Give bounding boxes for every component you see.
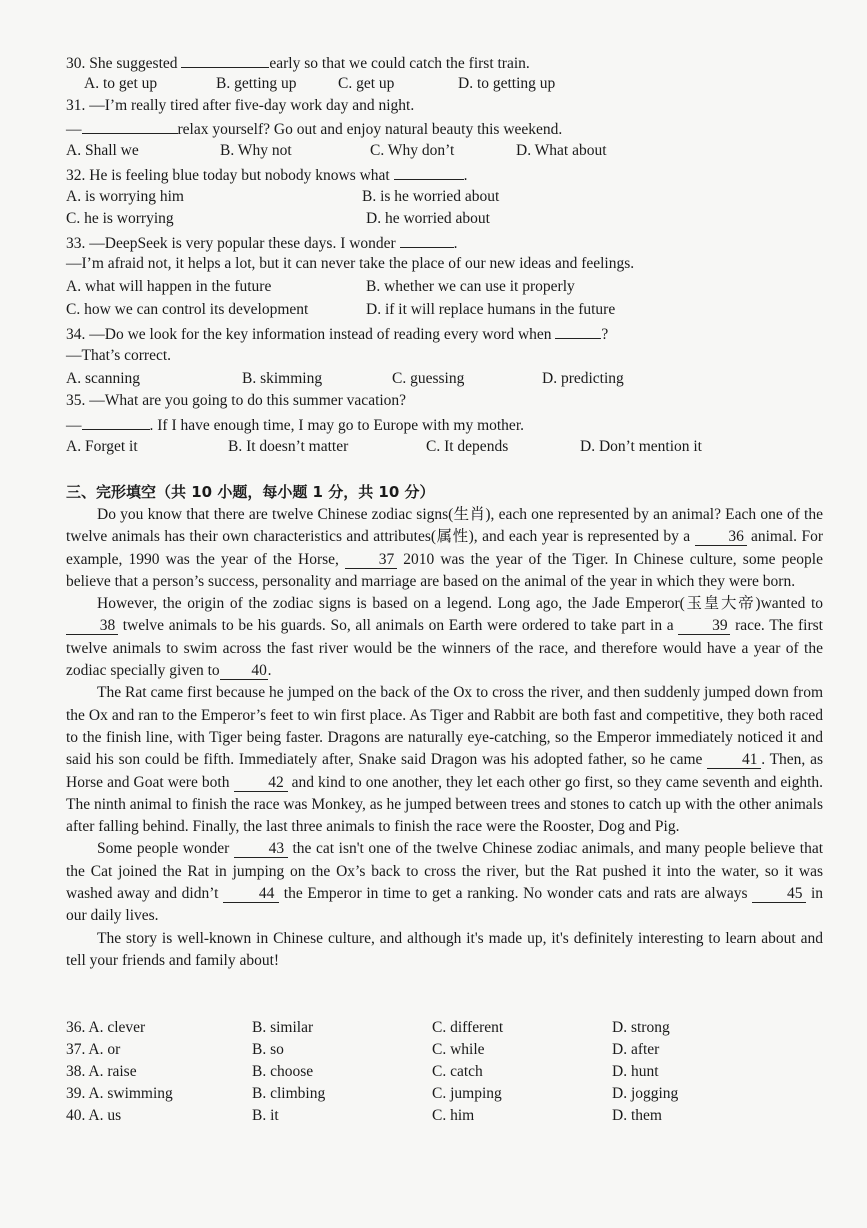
option-b: B. it <box>252 1107 279 1124</box>
option-c: C. Why don’t <box>370 142 455 159</box>
question-34-options <box>66 369 826 389</box>
option-a: 37. A. or <box>66 1041 121 1058</box>
question-35-options <box>66 437 826 457</box>
answer-blank <box>82 414 150 430</box>
blank-45: 45 <box>752 885 806 903</box>
answer-blank <box>400 232 454 248</box>
cloze-options-38 <box>66 1062 826 1082</box>
option-b: B. similar <box>252 1019 314 1036</box>
passage-paragraph-4: Some people wonder 43 the cat isn't one of the twelve Chinese zodiac animals, and many people believe that the Cat joined the Rat in jumping on the Ox’s back to cross the river, but the Rat pushed it into the water, so it was washed away and didn’t 44 the Emperor in time to get a ranking. No wonder cats and rats are always 45 in our daily lives. <box>66 840 824 925</box>
option-d: D. jogging <box>612 1085 679 1102</box>
option-c: C. get up <box>338 75 395 92</box>
question-35-stem: 35. —What are you going to do this summer vacation? <box>66 392 407 409</box>
blank-40: 40 <box>220 662 268 680</box>
option-a: 38. A. raise <box>66 1063 137 1080</box>
question-30-options <box>66 74 826 94</box>
option-c: C. how we can control its development <box>66 301 309 318</box>
option-a: 40. A. us <box>66 1107 122 1124</box>
question-33-options-row1 <box>66 277 826 297</box>
blank-38: 38 <box>66 617 118 635</box>
option-b: B. getting up <box>216 75 297 92</box>
passage-paragraph-2: However, the origin of the zodiac signs is based on a legend. Long ago, the Jade Emperor(玉皇大帝)wanted to 38 twelve animals to be his guards. So, all animals on Earth were ordered to take part in a 39 race. The first twelve animals to swim across the fast river would be the winners of the race, and therefore would have a year of the zodiac specially given to 40. <box>66 595 823 680</box>
option-c: C. he is worrying <box>66 210 174 227</box>
option-a: A. to get up <box>84 75 158 92</box>
option-d: D. Don’t mention it <box>580 438 702 455</box>
answer-blank <box>82 118 178 134</box>
option-b: B. skimming <box>242 370 323 387</box>
option-c: C. while <box>432 1041 485 1058</box>
passage-paragraph-1: Do you know that there are twelve Chinese zodiac signs(生肖), each one represented by an animal? Each one of the twelve animals has their own characteristics and attributes(属性), and each year is represented by a 36 animal. For example, 1990 was the year of the Horse, 37 2010 was the year of the Tiger. In Chinese culture, some people believe that a person’s success, personality and marriage are based on the animal of the year in which they were born. <box>66 506 823 590</box>
question-31-reply: — relax yourself? Go out and enjoy natural beauty this weekend. <box>66 118 562 140</box>
option-a: A. is worrying him <box>66 188 184 205</box>
question-32-stem: 32. He is feeling blue today but nobody knows what . <box>66 164 467 186</box>
passage-paragraph-5: The story is well-known in Chinese culture, and although it's made up, it's definitely interesting to learn about and tell your friends and family about! <box>66 929 823 969</box>
passage-paragraph-3: The Rat came first because he jumped on the back of the Ox to cross the river, and then suddenly jumped down from the Ox and ran to the Emperor’s feet to win first place. As Tiger and Rabbit are both fast and competitive, they both raced to the finish line, with Tiger being faster. Dragons are naturally eye-catching, so the Emperor immediately noticed it and said his son could be fifth. Immediately after, Snake said Dragon was his adopted father, so he came 41 . Then, as Horse and Goat were both 42 and kind to one another, they let each other go first, so they came seventh and eighth. The ninth animal to finish the race was Monkey, as he jumped between trees and stones to catch up with the other animals after falling behind. Finally, the last three animals to finish the race were the Rooster, Dog and Pig. <box>66 684 823 836</box>
section-title: 三、完形填空（共 10 小题，每小题 1 分，共 10 分） <box>66 483 435 501</box>
option-d: D. them <box>612 1107 662 1124</box>
cloze-options-40 <box>66 1106 826 1126</box>
option-d: D. predicting <box>542 370 624 387</box>
option-c: C. guessing <box>392 370 465 387</box>
question-33-reply: —I’m afraid not, it helps a lot, but it can never take the place of our new ideas and feelings. <box>66 255 635 272</box>
option-c: C. different <box>432 1019 504 1036</box>
cloze-options-37 <box>66 1040 826 1060</box>
option-b: B. so <box>252 1041 284 1058</box>
cloze-options-36 <box>66 1018 826 1038</box>
option-a: 36. A. clever <box>66 1019 146 1036</box>
option-b: B. It doesn’t matter <box>228 438 349 455</box>
option-d: D. after <box>612 1041 660 1058</box>
option-a: A. Shall we <box>66 142 139 159</box>
blank-36: 36 <box>695 528 747 546</box>
blank-43: 43 <box>234 840 288 858</box>
option-a: A. scanning <box>66 370 141 387</box>
option-b: B. climbing <box>252 1085 326 1102</box>
question-31-stem: 31. —I’m really tired after five-day work day and night. <box>66 97 415 114</box>
option-d: D. strong <box>612 1019 670 1036</box>
blank-39: 39 <box>678 617 730 635</box>
option-d: D. hunt <box>612 1063 659 1080</box>
option-c: C. catch <box>432 1063 483 1080</box>
option-d: D. he worried about <box>366 210 490 227</box>
blank-42: 42 <box>234 774 288 792</box>
question-33-options-row2 <box>66 300 826 320</box>
option-b: B. whether we can use it properly <box>366 278 575 295</box>
question-32-options-row2 <box>66 209 826 229</box>
question-35-reply: — . If I have enough time, I may go to Europe with my mother. <box>66 414 524 436</box>
cloze-options-39 <box>66 1084 826 1104</box>
option-d: D. if it will replace humans in the future <box>366 301 616 318</box>
question-30-stem: 30. She suggested early so that we could catch the first train. <box>66 52 530 74</box>
option-d: D. to getting up <box>458 75 556 92</box>
option-a: 39. A. swimming <box>66 1085 173 1102</box>
question-33-stem: 33. —DeepSeek is very popular these days. I wonder . <box>66 232 457 254</box>
option-d: D. What about <box>516 142 607 159</box>
option-c: C. jumping <box>432 1085 502 1102</box>
blank-44: 44 <box>223 885 279 903</box>
question-34-stem: 34. —Do we look for the key information instead of reading every word when ? <box>66 323 608 345</box>
option-c: C. him <box>432 1107 475 1124</box>
answer-blank <box>555 323 601 339</box>
blank-37: 37 <box>345 551 397 569</box>
cloze-passage <box>66 504 823 972</box>
option-b: B. is he worried about <box>362 188 500 205</box>
question-31-options <box>66 141 826 161</box>
question-32-options-row1 <box>66 187 826 207</box>
blank-41: 41 <box>707 751 761 769</box>
answer-blank <box>181 52 269 68</box>
option-b: B. choose <box>252 1063 314 1080</box>
option-b: B. Why not <box>220 142 292 159</box>
option-c: C. It depends <box>426 438 509 455</box>
answer-blank <box>394 164 464 180</box>
option-a: A. Forget it <box>66 438 138 455</box>
question-34-reply: —That’s correct. <box>66 347 172 364</box>
option-a: A. what will happen in the future <box>66 278 272 295</box>
